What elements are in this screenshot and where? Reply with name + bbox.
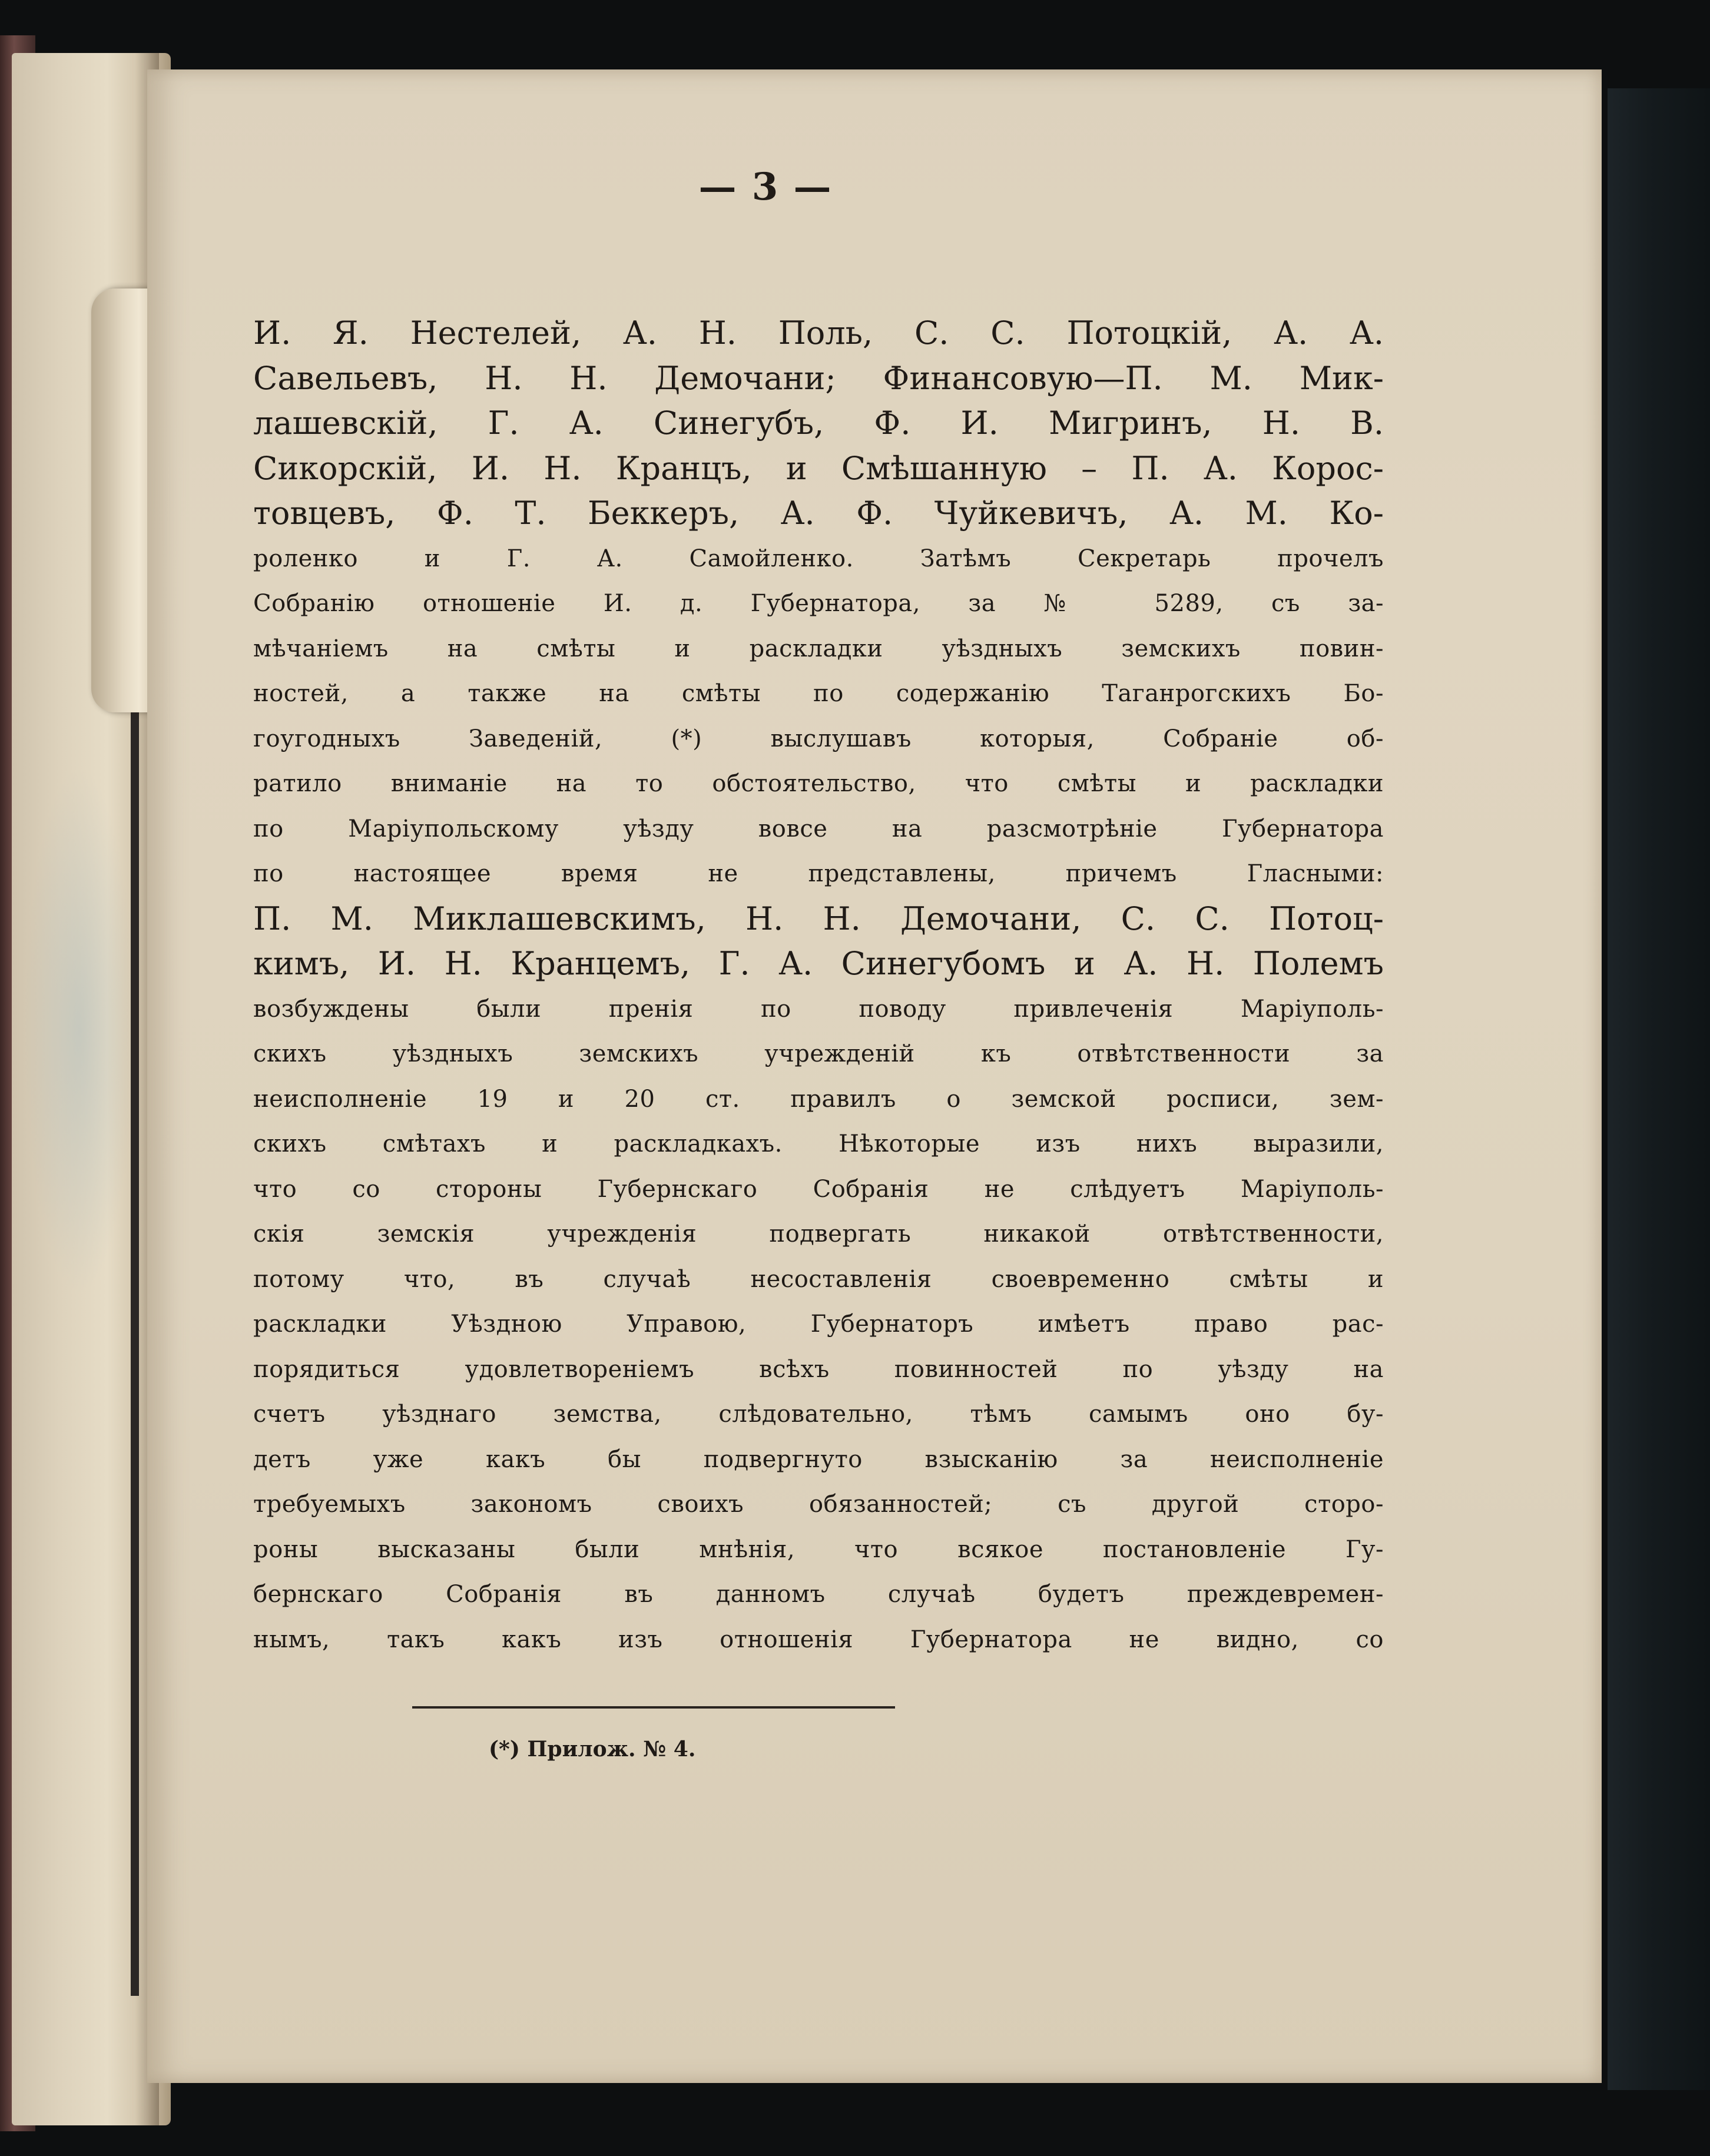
text-line: ностей, а также на смѣты по содержанію Таганрогскихъ Бо-	[253, 680, 1384, 707]
text-line: требуемыхъ закономъ своихъ обязанностей; съ другой сторо-	[253, 1491, 1384, 1518]
text-line: скихъ уѣздныхъ земскихъ учрежденій къ отвѣтственности за	[253, 1040, 1384, 1067]
text-line: потому что, въ случаѣ несоставленія своевременно смѣты и	[253, 1265, 1384, 1293]
text-line: что со стороны Губернскаго Собранія не слѣдуетъ Маріуполь-	[253, 1175, 1384, 1203]
page-number: — 3 —	[698, 165, 833, 209]
text-line: лашевскій, Г. А. Синегубъ, Ф. И. Мигринъ, Н. В.	[253, 404, 1384, 442]
text-line: П. М. Миклашевскимъ, Н. Н. Демочани, С. С. Потоц-	[253, 900, 1384, 937]
footnote-rule	[412, 1706, 895, 1709]
text-line: гоугодныхъ Заведеній, (*) выслушавъ которыя, Собраніе об-	[253, 725, 1384, 752]
text-line: возбуждены были пренія по поводу привлеченія Маріуполь-	[253, 995, 1384, 1023]
text-line: Собранію отношеніе И. д. Губернатора, за № 5289, съ за-	[253, 590, 1384, 617]
book-cover-right	[1608, 88, 1710, 2090]
text-line: товцевъ, Ф. Т. Беккеръ, А. Ф. Чуйкевичъ, А. М. Ко-	[253, 495, 1384, 532]
text-line: скія земскія учрежденія подвергать никакой отвѣтственности,	[253, 1220, 1384, 1248]
body-text	[253, 311, 1384, 1662]
gutter-spine	[131, 677, 139, 1996]
text-line: раскладки Уѣздною Управою, Губернаторъ имѣетъ право рас-	[253, 1311, 1384, 1338]
paper-stain	[24, 765, 135, 1295]
text-line: мѣчаніемъ на смѣты и раскладки уѣздныхъ земскихъ повин-	[253, 635, 1384, 662]
text-line: по настоящее время не представлены, причемъ Гласными:	[253, 860, 1384, 887]
text-line: бернскаго Собранія въ данномъ случаѣ будетъ преждевремен-	[253, 1581, 1384, 1608]
text-line: счетъ уѣзднаго земства, слѣдовательно, тѣмъ самымъ оно бу-	[253, 1401, 1384, 1428]
text-line: по Маріупольскому уѣзду вовсе на разсмотрѣніе Губернатора	[253, 815, 1384, 843]
text-line: Сикорскій, И. Н. Кранцъ, и Смѣшанную – П. А. Корос-	[253, 449, 1384, 487]
text-line: Савельевъ, Н. Н. Демочани; Финансовую—П. М. Мик-	[253, 359, 1384, 397]
text-line: нымъ, такъ какъ изъ отношенія Губернатора не видно, со	[253, 1626, 1384, 1653]
footnote: (*) Прилож. № 4.	[489, 1737, 696, 1762]
text-line: ратило вниманіе на то обстоятельство, что смѣты и раскладки	[253, 770, 1384, 797]
text-line: неисполненіе 19 и 20 ст. правилъ о земской росписи, зем-	[253, 1085, 1384, 1113]
text-line: роленко и Г. А. Самойленко. Затѣмъ Секретарь прочелъ	[253, 545, 1384, 572]
text-line: порядиться удовлетвореніемъ всѣхъ повинностей по уѣзду на	[253, 1355, 1384, 1383]
text-line: роны высказаны были мнѣнія, что всякое постановленіе Гу-	[253, 1535, 1384, 1563]
text-line: скихъ смѣтахъ и раскладкахъ. Нѣкоторые изъ нихъ выразили,	[253, 1130, 1384, 1157]
text-line: детъ уже какъ бы подвергнуто взысканію за неисполненіе	[253, 1445, 1384, 1473]
text-line: кимъ, И. Н. Кранцемъ, Г. А. Синегубомъ и А. Н. Полемъ	[253, 945, 1384, 982]
text-line: И. Я. Нестелей, А. Н. Поль, С. С. Потоцкій, А. А.	[253, 314, 1384, 351]
